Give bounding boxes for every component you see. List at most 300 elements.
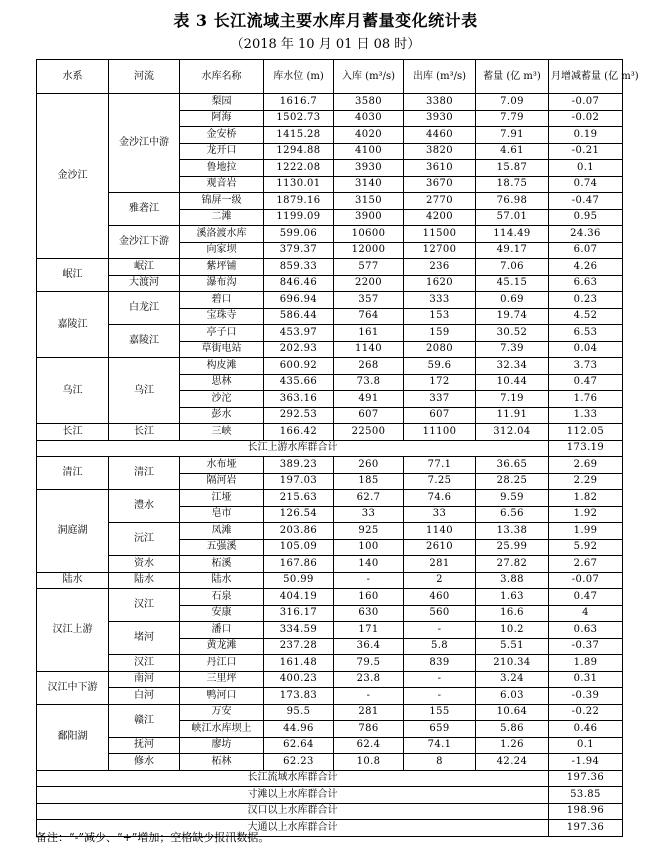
storage-cell: 49.17 xyxy=(476,242,549,259)
change-cell: 0.47 xyxy=(549,374,623,391)
storage-cell: 3.24 xyxy=(476,671,549,688)
header-change: 月增减蓄量 (亿 m³) xyxy=(549,60,623,94)
change-cell: 1.82 xyxy=(549,490,623,507)
outflow-cell: 281 xyxy=(404,556,476,573)
storage-cell: 5.86 xyxy=(476,721,549,738)
reservoir-name-cell: 锦屏一级 xyxy=(180,193,264,210)
level-cell: 62.23 xyxy=(264,754,334,771)
summary-label: 长江上游水库群合计 xyxy=(37,440,549,457)
inflow-cell: 2200 xyxy=(334,275,404,292)
storage-cell: 1.63 xyxy=(476,589,549,606)
outflow-cell: 560 xyxy=(404,605,476,622)
storage-cell: 28.25 xyxy=(476,473,549,490)
level-cell: 400.23 xyxy=(264,671,334,688)
inflow-cell: 3580 xyxy=(334,94,404,111)
inflow-cell: 10600 xyxy=(334,226,404,243)
inflow-cell: 357 xyxy=(334,292,404,309)
reservoir-name-cell: 丹江口 xyxy=(180,655,264,672)
outflow-cell: 2610 xyxy=(404,539,476,556)
river-cell: 修水 xyxy=(109,754,180,771)
change-cell: 0.1 xyxy=(549,737,623,754)
table-row xyxy=(37,193,623,210)
inflow-cell: 268 xyxy=(334,358,404,375)
outflow-cell: 839 xyxy=(404,655,476,672)
outflow-cell: 11500 xyxy=(404,226,476,243)
table-row xyxy=(37,325,623,342)
change-cell: -0.07 xyxy=(549,572,623,589)
level-cell: 166.42 xyxy=(264,424,334,441)
level-cell: 696.94 xyxy=(264,292,334,309)
inflow-cell: 62.7 xyxy=(334,490,404,507)
outflow-cell: 3930 xyxy=(404,110,476,127)
change-cell: 3.73 xyxy=(549,358,623,375)
inflow-cell: 786 xyxy=(334,721,404,738)
table-row xyxy=(37,704,623,721)
change-cell: -0.07 xyxy=(549,94,623,111)
inflow-cell: 79.5 xyxy=(334,655,404,672)
inflow-cell: 23.8 xyxy=(334,671,404,688)
outflow-cell: 12700 xyxy=(404,242,476,259)
outflow-cell: 3820 xyxy=(404,143,476,160)
reservoir-name-cell: 黄龙滩 xyxy=(180,638,264,655)
inflow-cell: - xyxy=(334,688,404,705)
header-inflow: 入库 (m³/s) xyxy=(334,60,404,94)
summary-row xyxy=(37,803,623,820)
inflow-cell: 185 xyxy=(334,473,404,490)
inflow-cell: 161 xyxy=(334,325,404,342)
reservoir-table xyxy=(36,59,639,837)
change-cell: -0.21 xyxy=(549,143,623,160)
storage-cell: 11.91 xyxy=(476,407,549,424)
inflow-cell: 3140 xyxy=(334,176,404,193)
storage-cell: 32.34 xyxy=(476,358,549,375)
outflow-cell: 2770 xyxy=(404,193,476,210)
storage-cell: 114.49 xyxy=(476,226,549,243)
storage-cell: 0.69 xyxy=(476,292,549,309)
outflow-cell: 59.6 xyxy=(404,358,476,375)
reservoir-name-cell: 五强溪 xyxy=(180,539,264,556)
outflow-cell: 4460 xyxy=(404,127,476,144)
change-cell: -0.47 xyxy=(549,193,623,210)
level-cell: 173.83 xyxy=(264,688,334,705)
change-cell: 0.23 xyxy=(549,292,623,309)
change-cell: -0.39 xyxy=(549,688,623,705)
storage-cell: 4.61 xyxy=(476,143,549,160)
storage-cell: 7.79 xyxy=(476,110,549,127)
outflow-cell: 172 xyxy=(404,374,476,391)
change-cell: 1.76 xyxy=(549,391,623,408)
outflow-cell: 4200 xyxy=(404,209,476,226)
water-system-cell: 长江 xyxy=(37,424,109,441)
reservoir-name-cell: 柘溪 xyxy=(180,556,264,573)
storage-cell: 42.24 xyxy=(476,754,549,771)
water-system-cell: 汉江上游 xyxy=(37,589,109,672)
level-cell: 1294.88 xyxy=(264,143,334,160)
reservoir-name-cell: 梨园 xyxy=(180,94,264,111)
level-cell: 334.59 xyxy=(264,622,334,639)
level-cell: 161.48 xyxy=(264,655,334,672)
outflow-cell: 159 xyxy=(404,325,476,342)
table-row xyxy=(37,457,623,474)
level-cell: 1415.28 xyxy=(264,127,334,144)
level-cell: 105.09 xyxy=(264,539,334,556)
storage-cell: 27.82 xyxy=(476,556,549,573)
outflow-cell: - xyxy=(404,622,476,639)
summary-row xyxy=(37,770,623,787)
storage-cell: 36.65 xyxy=(476,457,549,474)
change-cell: 1.92 xyxy=(549,506,623,523)
river-cell: 大渡河 xyxy=(109,275,180,292)
reservoir-name-cell: 潘口 xyxy=(180,622,264,639)
table-row xyxy=(37,523,623,540)
change-cell: 0.46 xyxy=(549,721,623,738)
storage-cell: 16.6 xyxy=(476,605,549,622)
level-cell: 215.63 xyxy=(264,490,334,507)
inflow-cell: 100 xyxy=(334,539,404,556)
inflow-cell: 4100 xyxy=(334,143,404,160)
river-cell: 白河 xyxy=(109,688,180,705)
level-cell: 62.64 xyxy=(264,737,334,754)
river-cell: 岷江 xyxy=(109,259,180,276)
table-row xyxy=(37,589,623,606)
summary-row xyxy=(37,787,623,804)
inflow-cell: 160 xyxy=(334,589,404,606)
storage-cell: 45.15 xyxy=(476,275,549,292)
reservoir-name-cell: 亭子口 xyxy=(180,325,264,342)
reservoir-name-cell: 阿海 xyxy=(180,110,264,127)
reservoir-name-cell: 鲁地拉 xyxy=(180,160,264,177)
change-cell: 1.89 xyxy=(549,655,623,672)
summary-change: 198.96 xyxy=(549,803,623,820)
level-cell: 203.86 xyxy=(264,523,334,540)
change-cell: -0.22 xyxy=(549,704,623,721)
outflow-cell: 2 xyxy=(404,572,476,589)
water-system-cell: 金沙江 xyxy=(37,94,109,259)
water-system-cell: 鄱阳湖 xyxy=(37,704,109,770)
change-cell: 4.26 xyxy=(549,259,623,276)
table-row xyxy=(37,556,623,573)
water-system-cell: 清江 xyxy=(37,457,109,490)
reservoir-name-cell: 陆水 xyxy=(180,572,264,589)
inflow-cell: 171 xyxy=(334,622,404,639)
summary-change: 173.19 xyxy=(549,440,623,457)
inflow-cell: 630 xyxy=(334,605,404,622)
reservoir-name-cell: 沙沱 xyxy=(180,391,264,408)
reservoir-name-cell: 龙开口 xyxy=(180,143,264,160)
water-system-cell: 陆水 xyxy=(37,572,109,589)
storage-cell: 7.19 xyxy=(476,391,549,408)
summary-label: 寸滩以上水库群合计 xyxy=(37,787,549,804)
reservoir-name-cell: 皂市 xyxy=(180,506,264,523)
reservoir-name-cell: 瀑布沟 xyxy=(180,275,264,292)
change-cell: 0.95 xyxy=(549,209,623,226)
table-row xyxy=(37,424,623,441)
reservoir-name-cell: 紫坪铺 xyxy=(180,259,264,276)
level-cell: 453.97 xyxy=(264,325,334,342)
storage-cell: 7.39 xyxy=(476,341,549,358)
storage-cell: 7.91 xyxy=(476,127,549,144)
outflow-cell: 2080 xyxy=(404,341,476,358)
outflow-cell: 33 xyxy=(404,506,476,523)
reservoir-name-cell: 观音岩 xyxy=(180,176,264,193)
outflow-cell: 3670 xyxy=(404,176,476,193)
inflow-cell: 1140 xyxy=(334,341,404,358)
table-subtitle: （2018 年 10 月 01 日 08 时） xyxy=(230,37,421,52)
inflow-cell: 12000 xyxy=(334,242,404,259)
storage-cell: 13.38 xyxy=(476,523,549,540)
level-cell: 237.28 xyxy=(264,638,334,655)
outflow-cell: 1620 xyxy=(404,275,476,292)
change-cell: 0.19 xyxy=(549,127,623,144)
summary-change: 197.36 xyxy=(549,820,623,837)
storage-cell: 3.88 xyxy=(476,572,549,589)
table-row xyxy=(37,688,623,705)
change-cell: 6.07 xyxy=(549,242,623,259)
storage-cell: 6.03 xyxy=(476,688,549,705)
inflow-cell: 36.4 xyxy=(334,638,404,655)
outflow-cell: 153 xyxy=(404,308,476,325)
storage-cell: 210.34 xyxy=(476,655,549,672)
storage-cell: 15.87 xyxy=(476,160,549,177)
header-level: 库水位 (m) xyxy=(264,60,334,94)
level-cell: 1222.08 xyxy=(264,160,334,177)
level-cell: 316.17 xyxy=(264,605,334,622)
reservoir-name-cell: 隔河岩 xyxy=(180,473,264,490)
header-system: 水系 xyxy=(37,60,109,94)
river-cell: 汉江 xyxy=(109,589,180,622)
table-row xyxy=(37,490,623,507)
change-cell: 2.67 xyxy=(549,556,623,573)
level-cell: 1130.01 xyxy=(264,176,334,193)
storage-cell: 10.44 xyxy=(476,374,549,391)
water-system-cell: 汉江中下游 xyxy=(37,671,109,704)
change-cell: 1.33 xyxy=(549,407,623,424)
change-cell: 0.04 xyxy=(549,341,623,358)
change-cell: 4 xyxy=(549,605,623,622)
storage-cell: 312.04 xyxy=(476,424,549,441)
change-cell: -0.37 xyxy=(549,638,623,655)
table-row xyxy=(37,259,623,276)
inflow-cell: 577 xyxy=(334,259,404,276)
river-cell: 白龙江 xyxy=(109,292,180,325)
level-cell: 379.37 xyxy=(264,242,334,259)
river-cell: 资水 xyxy=(109,556,180,573)
river-cell: 嘉陵江 xyxy=(109,325,180,358)
inflow-cell: 260 xyxy=(334,457,404,474)
header-outflow: 出库 (m³/s) xyxy=(404,60,476,94)
river-cell: 金沙江下游 xyxy=(109,226,180,259)
reservoir-name-cell: 万安 xyxy=(180,704,264,721)
reservoir-name-cell: 二滩 xyxy=(180,209,264,226)
outflow-cell: 3610 xyxy=(404,160,476,177)
change-cell: 6.63 xyxy=(549,275,623,292)
water-system-cell: 乌江 xyxy=(37,358,109,424)
outflow-cell: - xyxy=(404,671,476,688)
river-cell: 堵河 xyxy=(109,622,180,655)
outflow-cell: 11100 xyxy=(404,424,476,441)
change-cell: 0.47 xyxy=(549,589,623,606)
level-cell: 44.96 xyxy=(264,721,334,738)
storage-cell: 6.56 xyxy=(476,506,549,523)
river-cell: 陆水 xyxy=(109,572,180,589)
table-row xyxy=(37,358,623,375)
reservoir-name-cell: 安康 xyxy=(180,605,264,622)
inflow-cell: 140 xyxy=(334,556,404,573)
summary-label: 大通以上水库群合计 xyxy=(37,820,549,837)
river-cell: 沅江 xyxy=(109,523,180,556)
outflow-cell: 659 xyxy=(404,721,476,738)
change-cell: 0.74 xyxy=(549,176,623,193)
inflow-cell: 607 xyxy=(334,407,404,424)
level-cell: 126.54 xyxy=(264,506,334,523)
water-system-cell: 岷江 xyxy=(37,259,109,292)
level-cell: 599.06 xyxy=(264,226,334,243)
table-row xyxy=(37,737,623,754)
water-system-cell: 洞庭湖 xyxy=(37,490,109,573)
change-cell: 1.99 xyxy=(549,523,623,540)
table-row xyxy=(37,655,623,672)
inflow-cell: 4030 xyxy=(334,110,404,127)
change-cell: -1.94 xyxy=(549,754,623,771)
inflow-cell: 4020 xyxy=(334,127,404,144)
outflow-cell: 236 xyxy=(404,259,476,276)
reservoir-name-cell: 柘林 xyxy=(180,754,264,771)
storage-cell: 10.64 xyxy=(476,704,549,721)
outflow-cell: 8 xyxy=(404,754,476,771)
outflow-cell: 337 xyxy=(404,391,476,408)
outflow-cell: 460 xyxy=(404,589,476,606)
storage-cell: 7.09 xyxy=(476,94,549,111)
level-cell: 363.16 xyxy=(264,391,334,408)
table-row xyxy=(37,275,623,292)
reservoir-name-cell: 金安桥 xyxy=(180,127,264,144)
level-cell: 586.44 xyxy=(264,308,334,325)
outflow-cell: 77.1 xyxy=(404,457,476,474)
reservoir-name-cell: 凤滩 xyxy=(180,523,264,540)
inflow-cell: 3930 xyxy=(334,160,404,177)
summary-label: 汉口以上水库群合计 xyxy=(37,803,549,820)
reservoir-name-cell: 江垭 xyxy=(180,490,264,507)
level-cell: 167.86 xyxy=(264,556,334,573)
summary-change: 197.36 xyxy=(549,770,623,787)
level-cell: 95.5 xyxy=(264,704,334,721)
inflow-cell: 3900 xyxy=(334,209,404,226)
outflow-cell: 333 xyxy=(404,292,476,309)
level-cell: 859.33 xyxy=(264,259,334,276)
storage-cell: 76.98 xyxy=(476,193,549,210)
river-cell: 抚河 xyxy=(109,737,180,754)
inflow-cell: 33 xyxy=(334,506,404,523)
level-cell: 404.19 xyxy=(264,589,334,606)
reservoir-name-cell: 三峡 xyxy=(180,424,264,441)
river-cell: 长江 xyxy=(109,424,180,441)
change-cell: 4.52 xyxy=(549,308,623,325)
river-cell: 清江 xyxy=(109,457,180,490)
inflow-cell: 281 xyxy=(334,704,404,721)
level-cell: 1616.7 xyxy=(264,94,334,111)
footnote: 备注：“-”减少、“+”增加；空格缺少报汛数据。 xyxy=(36,831,270,844)
outflow-cell: 3380 xyxy=(404,94,476,111)
summary-change: 53.85 xyxy=(549,787,623,804)
inflow-cell: 10.8 xyxy=(334,754,404,771)
table-row xyxy=(37,94,623,111)
level-cell: 197.03 xyxy=(264,473,334,490)
level-cell: 846.46 xyxy=(264,275,334,292)
change-cell: -0.02 xyxy=(549,110,623,127)
level-cell: 1879.16 xyxy=(264,193,334,210)
storage-cell: 5.51 xyxy=(476,638,549,655)
river-cell: 金沙江中游 xyxy=(109,94,180,193)
header-storage: 蓄量 (亿 m³) xyxy=(476,60,549,94)
change-cell: 112.05 xyxy=(549,424,623,441)
change-cell: 2.29 xyxy=(549,473,623,490)
inflow-cell: 3150 xyxy=(334,193,404,210)
reservoir-name-cell: 向家坝 xyxy=(180,242,264,259)
outflow-cell: 74.6 xyxy=(404,490,476,507)
water-system-cell: 嘉陵江 xyxy=(37,292,109,358)
level-cell: 389.23 xyxy=(264,457,334,474)
storage-cell: 57.01 xyxy=(476,209,549,226)
table-row xyxy=(37,226,623,243)
reservoir-name-cell: 鸭河口 xyxy=(180,688,264,705)
change-cell: 5.92 xyxy=(549,539,623,556)
header-river: 河流 xyxy=(109,60,180,94)
reservoir-name-cell: 峡江水库坝上 xyxy=(180,721,264,738)
river-cell: 乌江 xyxy=(109,358,180,424)
outflow-cell: 7.25 xyxy=(404,473,476,490)
reservoir-name-cell: 石泉 xyxy=(180,589,264,606)
header-row xyxy=(37,60,623,94)
change-cell: 24.36 xyxy=(549,226,623,243)
level-cell: 600.92 xyxy=(264,358,334,375)
change-cell: 6.53 xyxy=(549,325,623,342)
reservoir-name-cell: 构皮滩 xyxy=(180,358,264,375)
level-cell: 435.66 xyxy=(264,374,334,391)
storage-cell: 1.26 xyxy=(476,737,549,754)
river-cell: 澧水 xyxy=(109,490,180,523)
reservoir-name-cell: 彭水 xyxy=(180,407,264,424)
inflow-cell: 62.4 xyxy=(334,737,404,754)
storage-cell: 10.2 xyxy=(476,622,549,639)
storage-cell: 7.06 xyxy=(476,259,549,276)
river-cell: 汉江 xyxy=(109,655,180,672)
level-cell: 50.99 xyxy=(264,572,334,589)
storage-cell: 30.52 xyxy=(476,325,549,342)
outflow-cell: 155 xyxy=(404,704,476,721)
reservoir-name-cell: 三里坪 xyxy=(180,671,264,688)
level-cell: 1199.09 xyxy=(264,209,334,226)
table-title: 表 3 长江流域主要水库月蓄量变化统计表 xyxy=(173,11,478,30)
table-row xyxy=(37,572,623,589)
change-cell: 0.31 xyxy=(549,671,623,688)
summary-label: 长江流域水库群合计 xyxy=(37,770,549,787)
table-row xyxy=(37,671,623,688)
storage-cell: 25.99 xyxy=(476,539,549,556)
table-row xyxy=(37,754,623,771)
reservoir-name-cell: 水布垭 xyxy=(180,457,264,474)
outflow-cell: 607 xyxy=(404,407,476,424)
inflow-cell: 925 xyxy=(334,523,404,540)
summary-row xyxy=(37,440,623,457)
outflow-cell: 74.1 xyxy=(404,737,476,754)
outflow-cell: - xyxy=(404,688,476,705)
storage-cell: 9.59 xyxy=(476,490,549,507)
storage-cell: 18.75 xyxy=(476,176,549,193)
river-cell: 南河 xyxy=(109,671,180,688)
table-row xyxy=(37,292,623,309)
reservoir-name-cell: 碧口 xyxy=(180,292,264,309)
reservoir-name-cell: 草街电站 xyxy=(180,341,264,358)
